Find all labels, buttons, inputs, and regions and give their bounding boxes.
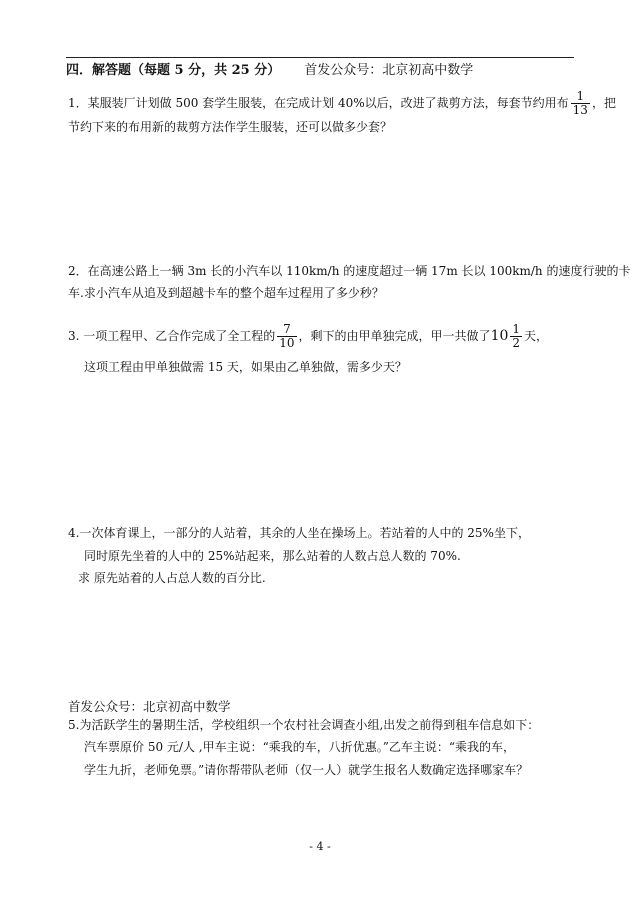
q3-text-before: 3. 一项工程甲、乙合作完成了全工程的: [68, 329, 276, 343]
q3-line2: 这项工程由甲单独做需 15 天，如果由乙单独做，需多少天？: [84, 360, 407, 374]
section-heading: [66, 64, 473, 78]
section-title: 四．解答题（每题 5 分，共 25 分）: [66, 63, 281, 78]
q3-frac2-num: 1: [512, 322, 521, 336]
page-number: - 4 -: [309, 840, 331, 853]
q4-line3: 求 原先站着的人占总人数的百分比.: [78, 571, 266, 585]
q1-line1: [68, 90, 616, 117]
q5-line3: 学生九折，老师免票。”请你帮带队老师（仅一人）就学生报名人数确定选择哪家车？: [84, 763, 529, 777]
header-rule: [66, 57, 574, 58]
q5-line2: 汽车票原价 50 元/人 ,甲车主说：“乘我的车，八折优惠。”乙车主说：“乘我的车，: [84, 740, 515, 754]
q3-text-mid: ，剩下的由甲单独完成，甲一共做了: [298, 329, 491, 343]
q1-text-before: 1．某服装厂计划做 500 套学生服装，在完成计划 40%以后，改进了裁剪方法，每套节约用布: [68, 96, 569, 110]
q4-line2: 同时原先坐着的人中的 25%站起来，那么站着的人数占总人数的 70%.: [84, 549, 461, 563]
q4-line1: 4.一次体育课上，一部分的人站着，其余的人坐在操场上。若站着的人中的 25%坐下，: [68, 526, 530, 540]
q1-fraction: [571, 90, 590, 117]
q1-line2: 节约下来的布用新的裁剪方法作学生服装，还可以做多少套？: [68, 120, 393, 134]
q2-line1: 2．在高速公路上一辆 3m 长的小汽车以 110km/h 的速度超过一辆 17m 长以 100km/h 的速度行驶的卡: [68, 264, 631, 278]
promo-2: 首发公众号：北京初高中数学: [68, 699, 231, 714]
q3-frac1-den: 10: [279, 336, 295, 350]
section-promo: 首发公众号：北京初高中数学: [304, 63, 474, 78]
q3-mixed-whole: 10: [490, 328, 509, 344]
q1-frac-den: 13: [572, 103, 588, 117]
q3-frac2-den: 2: [512, 336, 521, 350]
q2-line2: 车.求小汽车从追及到超越卡车的整个超车过程用了多少秒？: [68, 286, 384, 300]
q3-fraction-1: [277, 323, 296, 350]
q1-text-after: ，把: [591, 96, 616, 110]
q3-fraction-2: [510, 323, 522, 350]
q1-frac-num: 1: [571, 90, 590, 104]
q3-frac1-num: 7: [277, 323, 296, 337]
q3-line1: [68, 323, 548, 350]
q5-line1: 5.为活跃学生的暑期生活，学校组织一个农村社会调查小组,出发之前得到租车信息如下：: [68, 718, 540, 732]
q3-text-after: 天，: [524, 329, 549, 343]
